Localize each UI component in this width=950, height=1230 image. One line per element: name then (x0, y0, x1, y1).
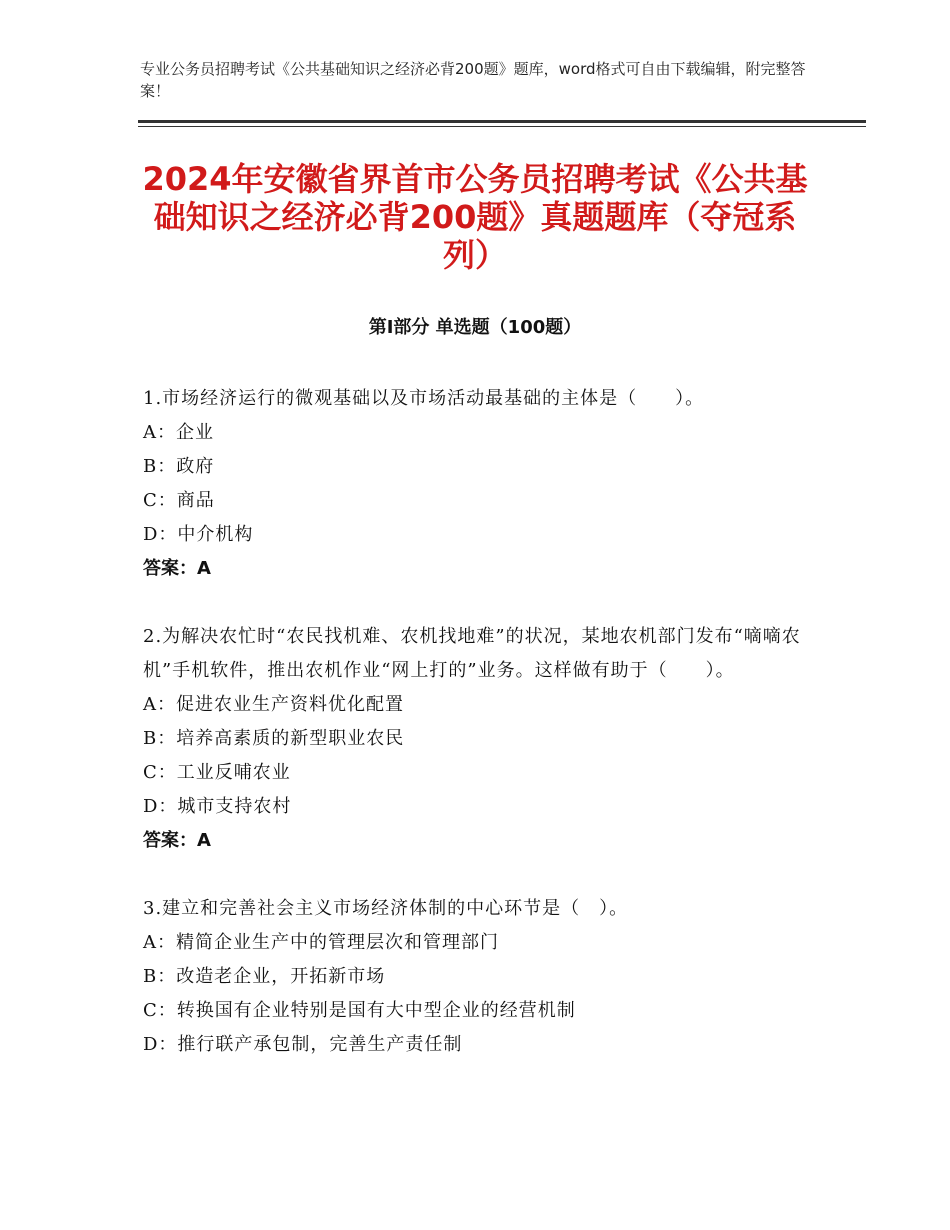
option-b: B：培养高素质的新型职业农民 (143, 728, 405, 749)
question-2 (143, 620, 823, 858)
option-c: C：转换国有企业特别是国有大中型企业的经营机制 (143, 1000, 576, 1021)
header-rule-thin (138, 126, 866, 127)
option-b: B：政府 (143, 456, 215, 477)
section-title: 第Ⅰ部分 单选题（100题） (368, 317, 582, 338)
document-title: 2024年安徽省界首市公务员招聘考试《公共基础知识之经济必背200题》真题题库（夺冠系列） (142, 160, 808, 274)
option-a: A：精简企业生产中的管理层次和管理部门 (143, 932, 499, 953)
question-text: 2.为解决农忙时“农民找机难、农机找地难”的状况，某地农机部门发布“嘀嘀农机”手机软件，推出农机作业“网上打的”业务。这样做有助于（ ）。 (143, 626, 801, 681)
option-d: D：推行联产承包制，完善生产责任制 (143, 1034, 463, 1055)
option-c: C：商品 (143, 490, 215, 511)
question-1 (143, 382, 823, 586)
option-c: C：工业反哺农业 (143, 762, 291, 783)
answer-line: 答案：A (143, 830, 211, 851)
option-b: B：改造老企业，开拓新市场 (143, 966, 386, 987)
answer-line: 答案：A (143, 558, 211, 579)
header-note: 专业公务员招聘考试《公共基础知识之经济必背200题》题库，word格式可自由下载编辑，附完整答案！ (140, 60, 806, 100)
question-text: 3.建立和完善社会主义市场经济体制的中心环节是（ ）。 (143, 898, 629, 919)
option-d: D：中介机构 (143, 524, 254, 545)
question-3 (143, 892, 823, 1062)
header-rule-thick (138, 120, 866, 123)
question-list (143, 382, 823, 1096)
question-text: 1.市场经济运行的微观基础以及市场活动最基础的主体是（ ）。 (143, 388, 705, 409)
option-a: A：促进农业生产资料优化配置 (143, 694, 404, 715)
option-a: A：企业 (143, 422, 214, 443)
option-d: D：城市支持农村 (143, 796, 292, 817)
